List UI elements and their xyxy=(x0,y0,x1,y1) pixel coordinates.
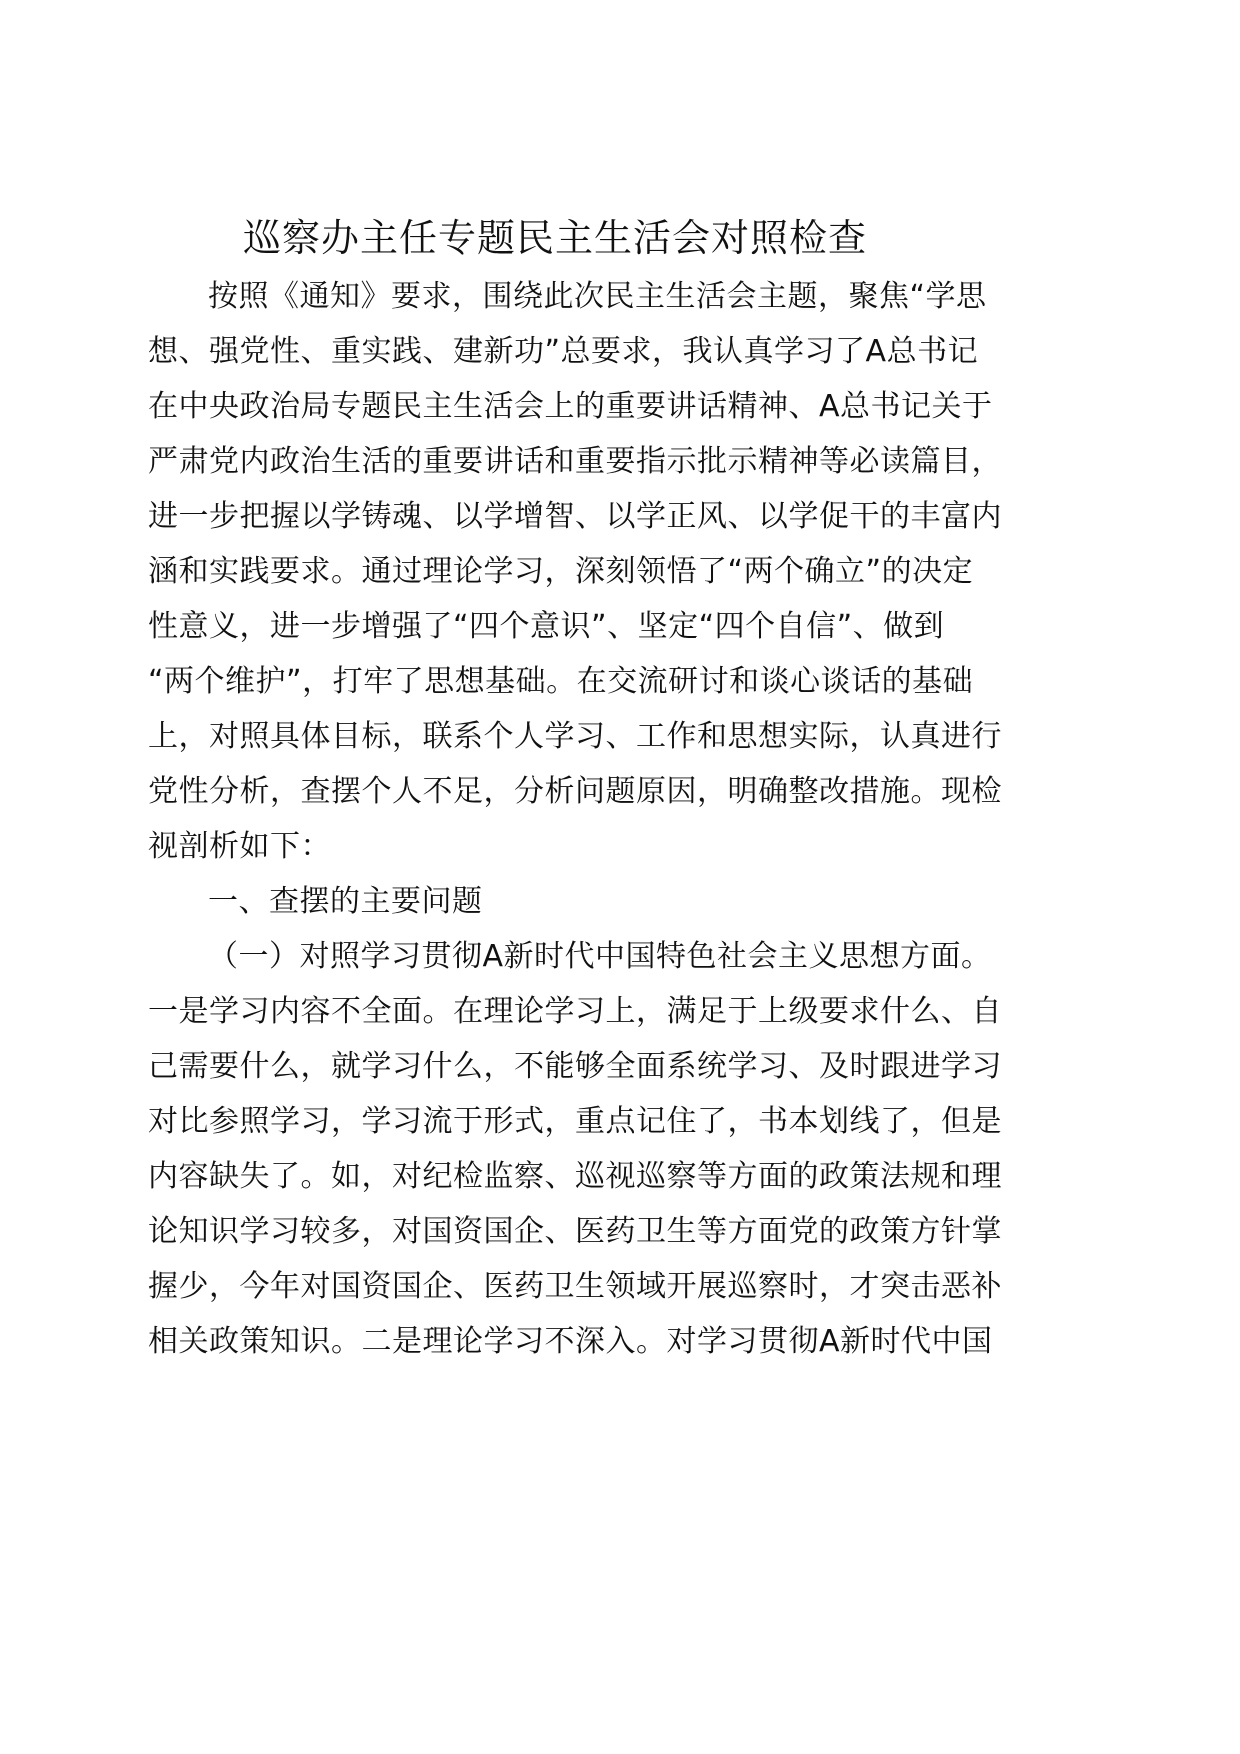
body-line: 按照《通知》要求，围绕此次民主生活会主题，聚焦“学思 xyxy=(208,279,987,314)
body-line: 握少，今年对国资国企、医药卫生领域开展巡察时，才突击恶补 xyxy=(148,1269,1002,1304)
body-line: 对比参照学习，学习流于形式，重点记住了，书本划线了，但是 xyxy=(148,1104,1002,1139)
body-line: 性意义，进一步增强了“四个意识”、坚定“四个自信”、做到 xyxy=(148,609,945,644)
subsection-heading: （一）对照学习贯彻A新时代中国特色社会主义思想方面。 xyxy=(208,939,992,974)
body-line: 论知识学习较多，对国资国企、医药卫生等方面党的政策方针掌 xyxy=(148,1214,1002,1249)
body-line: 严肃党内政治生活的重要讲话和重要指示批示精神等必读篇目， xyxy=(148,444,1002,479)
body-line: 涵和实践要求。通过理论学习，深刻领悟了“两个确立”的决定 xyxy=(148,554,974,589)
body-line: 想、强党性、重实践、建新功”总要求，我认真学习了A总书记 xyxy=(148,334,979,369)
body-line: “两个维护”，打牢了思想基础。在交流研讨和谈心谈话的基础 xyxy=(148,664,974,699)
body-line: 己需要什么，就学习什么，不能够全面系统学习、及时跟进学习 xyxy=(148,1049,1002,1084)
body-line: 相关政策知识。二是理论学习不深入。对学习贯彻A新时代中国 xyxy=(148,1324,993,1359)
body-line: 进一步把握以学铸魂、以学增智、以学正风、以学促干的丰富内 xyxy=(148,499,1002,534)
document-title: 巡察办主任专题民主生活会对照检查 xyxy=(242,216,867,260)
body-line: 上，对照具体目标，联系个人学习、工作和思想实际，认真进行 xyxy=(148,719,1002,754)
body-line: 党性分析，查摆个人不足，分析问题原因，明确整改措施。现检 xyxy=(148,774,1002,809)
body-line: 一是学习内容不全面。在理论学习上，满足于上级要求什么、自 xyxy=(148,994,1002,1029)
section-heading: 一、查摆的主要问题 xyxy=(208,884,483,919)
body-line: 视剖析如下： xyxy=(148,829,331,864)
body-line: 在中央政治局专题民主生活会上的重要讲话精神、A总书记关于 xyxy=(148,389,993,424)
body-line: 内容缺失了。如，对纪检监察、巡视巡察等方面的政策法规和理 xyxy=(148,1159,1002,1194)
